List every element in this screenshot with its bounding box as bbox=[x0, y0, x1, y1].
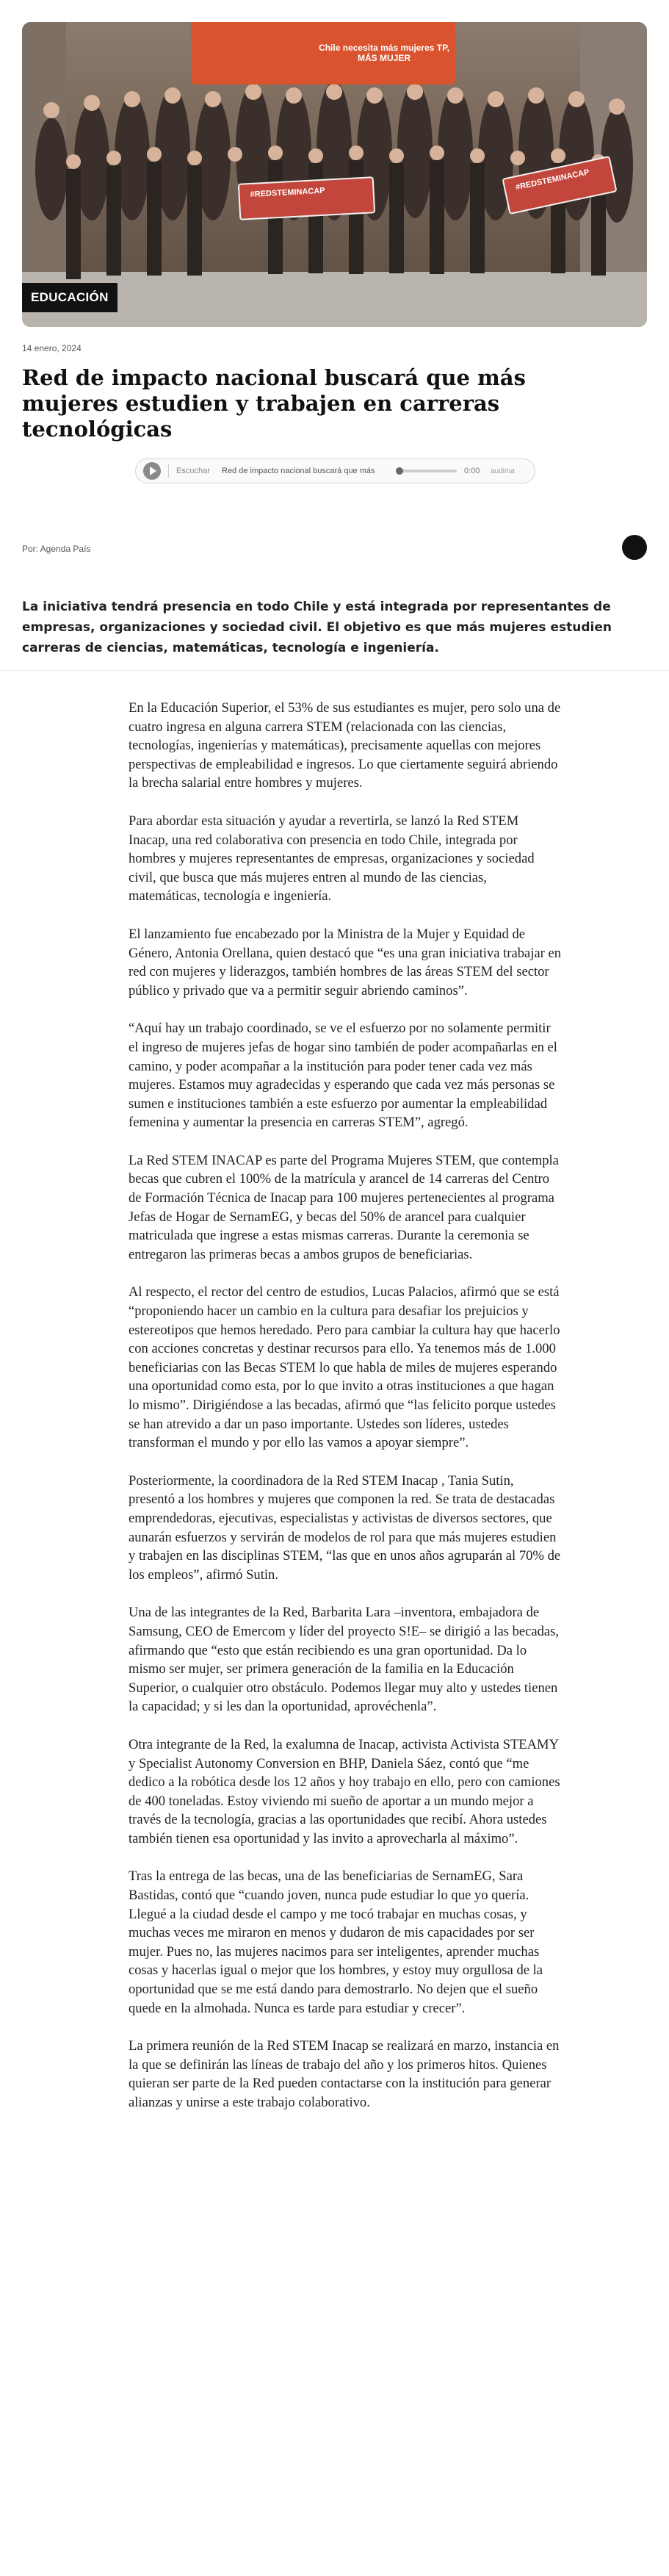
player-separator bbox=[168, 464, 169, 478]
body-paragraph: Al respecto, el rector del centro de estudios, Lucas Palacios, afirmó que se está “proponiendo hacer un cambio en la cultura para desafiar los prejuicios y estereotipos que hemos heredado. Pero para cambiar la cultura hay que hacerlo con acciones concretas y destinar recursos para ello. Ya tenemos más de 1.000 beneficiarias con las Becas STEM lo que habla de miles de mujeres esperando una oportunidad como esta, por lo que invito a otras instituciones a que hagan lo mismo”. Dirigiéndose a las becadas, afirmó que “las felicito porque ustedes se han atrevido a dar un paso importante. Ustedes son líderes, ustedes transforman el mundo y por ello las vamos a apoyar siempre”. bbox=[129, 1284, 560, 1451]
article-author: Por: Agenda País bbox=[22, 544, 91, 554]
article-body bbox=[129, 699, 562, 2112]
body-paragraph: Posteriormente, la coordinadora de la Red STEM Inacap , Tania Sutin, presentó a los hombres y mujeres que componen la red. Se trata de destacadas emprendedoras, ejecutivas, especialistas y activistas de diversos sectores, que aunarán esfuerzos y servirán de modelos de rol para que más mujeres estudien y trabajen en las disciplinas STEM, “las que en unos años agruparán al 70% de los empleos”, afirmó Sutin. bbox=[129, 1472, 561, 1583]
player-progress-bar[interactable] bbox=[398, 469, 457, 472]
body-paragraph: En la Educación Superior, el 53% de sus estudiantes es mujer, pero solo una de cuatro ingresa en alguna carrera STEM (relacionada con las ciencias, tecnologías, ingenierías y matemáticas), precisamente aquellas con mejores perspectivas de empleabilidad e ingresos. Lo que ciertamente seguirá abriendo la brecha salarial entre hombres y mujeres. bbox=[129, 700, 561, 791]
body-paragraph: “Aquí hay un trabajo coordinado, se ve el esfuerzo por no solamente permitir el ingreso de mujeres jefas de hogar sino también de poder acompañarlas en el camino, y poder acompañar a la institución para poder tener cada vez más mujeres. Estamos muy agradecidas y esperando que cada vez más personas se sumen e instituciones también a este esfuerzo por aumentar la empleabilidad femenina y aumentar la presencia en carreras STEM”, agregó. bbox=[129, 1021, 557, 1131]
article-lead: La iniciativa tendrá presencia en todo Chile y está integrada por representantes de empresas, organizaciones y sociedad civil. El objetivo es que más mujeres estudien carreras de ciencias, matemáticas, tecnología e ingeniería. bbox=[22, 600, 612, 655]
article-date: 14 enero, 2024 bbox=[22, 343, 82, 353]
player-label: Escuchar bbox=[176, 467, 210, 475]
body-paragraph: Para abordar esta situación y ayudar a revertirla, se lanzó la Red STEM Inacap, una red colaborativa con presencia en todo Chile, integrada por hombres y mujeres representantes de empresas, organizaciones y sociedad civil, que busca que más mujeres entren al mundo de las ciencias, matemáticas, tecnología e ingeniería. bbox=[129, 813, 535, 904]
hero-banner-text: Chile necesita más mujeres TP, MÁS MUJER bbox=[319, 43, 449, 63]
divider bbox=[0, 670, 669, 671]
body-paragraph: Otra integrante de la Red, la exalumna de Inacap, activista Activista STEAMY y Specialist Autonomy Conversion en BHP, Daniela Sáez, contó que “me dedico a la robótica desde los 12 años y hoy trabajo en ello, pero con camiones de 400 toneladas. Estoy viviendo mi sueño de aportar a un mundo mejor a través de la tecnología, gracias a las oportunidades que recibí. Ahora ustedes también tienen esa oportunidad y las invito a aprovecharla al máximo”. bbox=[129, 1736, 560, 1846]
body-paragraph: La primera reunión de la Red STEM Inacap se realizará en marzo, instancia en la que se definirán las líneas de trabajo del año y los primeros hitos. Quienes quieran ser parte de la Red pueden contactarse con la institución para generar alianzas y unirse a este trabajo colaborativo. bbox=[129, 2038, 560, 2110]
play-icon[interactable] bbox=[143, 462, 161, 480]
hero-image bbox=[22, 22, 647, 327]
player-time: 0:00 bbox=[464, 467, 480, 475]
body-paragraph: La Red STEM INACAP es parte del Programa Mujeres STEM, que contempla becas que cubren el 100% de la matrícula y arancel de 14 carreras del Centro de Formación Técnica de Inacap para 100 mujeres pertenecientes al programa Jefas de Hogar de SernamEG, y becas del 50% de arancel para cualquier matriculada que ingrese a estas mismas carreras. Durante la ceremonia se entregaron las primeras becas a ambos grupos de beneficiarias. bbox=[129, 1152, 559, 1262]
player-track-title: Red de impacto nacional buscará que más bbox=[222, 467, 375, 475]
article-title: Red de impacto nacional buscará que más mujeres estudien y trabajen en carreras tecnológicas bbox=[22, 365, 526, 442]
hero-sign-left: #REDSTEMINACAP bbox=[238, 176, 375, 220]
body-paragraph: El lanzamiento fue encabezado por la Ministra de la Mujer y Equidad de Género, Antonia Orellana, quien destacó que “es una gran iniciativa trabajar en red con mujeres y liderazgos, también hombres de las áreas STEM del sector público y privado que va a permitir seguir abriendo caminos”. bbox=[129, 926, 562, 999]
circle-icon[interactable] bbox=[622, 535, 647, 560]
player-progress-knob[interactable] bbox=[396, 467, 403, 475]
hero-sign-right: #REDSTEMINACAP bbox=[502, 156, 617, 215]
category-tag[interactable]: EDUCACIÓN bbox=[22, 283, 117, 312]
body-paragraph: Tras la entrega de las becas, una de las beneficiarias de SernamEG, Sara Bastidas, contó que “cuando joven, nunca pude estudiar lo que yo quería. Llegué a la ciudad desde el campo y me tocó trabajar en muchas cosas, y muchas veces me miraron en menos y dudaron de mis capacidades por ser mujer. Pues no, las mujeres nacimos para ser inteligentes, aprender muchas cosas y hacerlas igual o mejor que los hombres, y estoy muy orgullosa de la oportunidad que se me está dando para demostrarlo. No dejen que el sueño quede en la almohada. Nunca es tarde para estudiar y crecer”. bbox=[129, 1868, 543, 2016]
body-paragraph: Una de las integrantes de la Red, Barbarita Lara –inventora, embajadora de Samsung, CEO de Emercom y líder del proyecto S!E– se dirigió a las becadas, afirmando que “esto que están recibiendo es una gran oportunidad. Da lo mismo ser mujer, ser primera generación de la familia en la Educación Superior, o cualquier otro obstáculo. Podemos llegar muy alto y ustedes tienen la capacidad; y si les dan la oportunidad, aprovéchenla”. bbox=[129, 1605, 560, 1715]
author-row bbox=[22, 535, 647, 560]
player-brand[interactable]: audima bbox=[491, 467, 515, 475]
audio-player bbox=[135, 458, 535, 483]
